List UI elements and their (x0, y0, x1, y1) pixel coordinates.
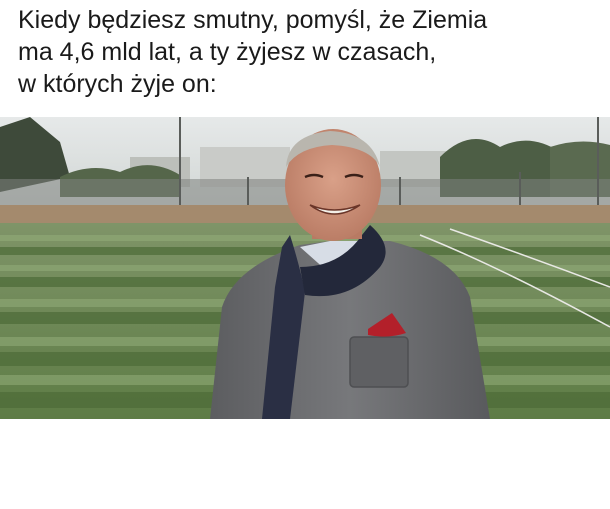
photo-illustration (0, 117, 610, 419)
meme-caption (18, 4, 598, 100)
caption-line-2: ma 4,6 mld lat, a ty żyjesz w czasach, (18, 38, 437, 66)
meme-photo (0, 117, 610, 419)
caption-line-1: Kiedy będziesz smutny, pomyśl, że Ziemia (18, 6, 488, 34)
caption-line-3: w których żyje on: (18, 70, 217, 98)
